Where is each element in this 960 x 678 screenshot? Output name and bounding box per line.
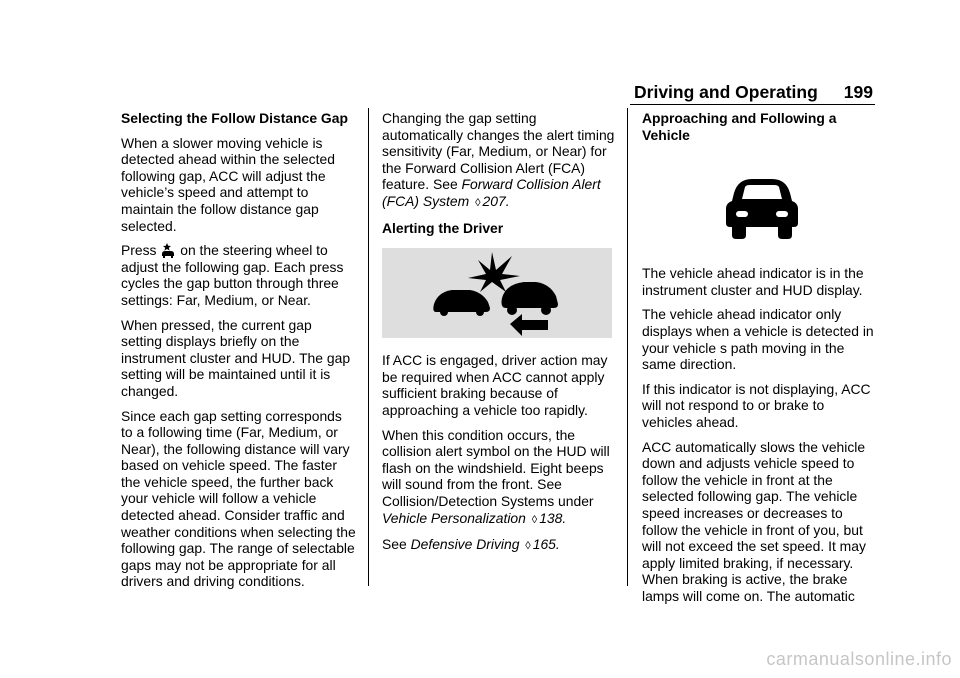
page-reference[interactable]: 138 [539,509,563,526]
heading-follow-distance-gap: Selecting the Follow Distance Gap [121,110,348,126]
paragraph: If ACC is engaged, driver action may be required when ACC cannot apply sufficient braking because of approaching a vehicle too rapidly. [382,352,608,418]
paragraph: ACC automatically slows the vehicle down and adjusts vehicle speed to follow the vehicle in front at the selected following gap. The vehicle speed increases or decreases to follow the vehicle in front of you, but will not exceed the set speed. It may apply limited braking, if necessary. When braking is active, the brake lamps will come on. The automatic [642,438,866,604]
paragraph: Changing the gap setting automatically changes the alert timing sensitivity (Far, Medium, or Near) for the Forward Collision Alert (FCA) feature. See Forward Collision Alert (FCA) System ◊ 207. [382,110,616,212]
paragraph: When this condition occurs, the collision alert symbol on the HUD will flash on the windshield. Eight beeps will sound from the front. See Collision/Detection Systems under Vehicle Personalization ◊ 138. [382,427,616,529]
cross-reference-link[interactable]: Forward Collision Alert (FCA) System [382,176,601,209]
column-1 [121,110,356,598]
page-reference-icon: ◊ [525,540,531,553]
collision-alert-icon [382,248,612,338]
column-divider [368,108,369,586]
paragraph: When a slower moving vehicle is detected ahead within the selected following gap, ACC will adjust the vehicle’s speed and attempt to maintain the follow distance gap selected. [121,134,335,234]
collision-alert-illustration [382,248,612,338]
paragraph [121,242,356,308]
column-divider [627,108,628,586]
cross-reference-link[interactable]: Defensive Driving [410,536,520,553]
heading-alerting-driver: Alerting the Driver [382,219,504,236]
vehicle-ahead-icon [642,173,876,243]
paragraph: If this indicator is not displaying, ACC will not respond to or brake to vehicles ahead. [642,380,871,430]
page-reference-icon: ◊ [531,513,538,526]
cross-reference-link[interactable]: Vehicle Personalization [382,509,526,526]
vehicle-ahead-illustration [642,173,876,243]
page-number: 199 [843,82,873,102]
follow-distance-gap-icon [160,242,176,258]
page-reference[interactable]: 165 [532,536,556,553]
page-header [0,80,873,104]
watermark: carmanualsonline.info [766,649,952,669]
paragraph: The vehicle ahead indicator only displays when a vehicle is detected in your vehicle s path moving in the same direction. [642,306,874,373]
text: Changing the gap setting automatically changes the alert timing sensitivity (Far, Medium, or Near) for the Forward Collision Alert (FCA) feature. See [382,110,615,193]
header-rule [630,104,875,105]
paragraph: When pressed, the current gap setting displays briefly on the instrument cluster and HUD. The gap setting will be maintained until it is changed. [121,316,351,399]
text: When this condition occurs, the collision alert symbol on the HUD will flash on the windshield. Eight beeps will sound from the front. See Collision/Detection Systems under [382,426,610,509]
paragraph: Since each gap setting corresponds to a following time (Far, Medium, or Near), the following distance will vary based on vehicle speed. The faster the vehicle speed, the further back your vehicle will follow a vehicle detected ahead. Consider traffic and weather conditions when selecting the following gap. The range of selectable gaps may not be appropriate for all drivers and driving conditions. [121,407,356,590]
section-title: Driving and Operating [634,82,818,102]
paragraph: The vehicle ahead indicator is in the instrument cluster and HUD display. [642,265,864,298]
text: Press [121,242,157,259]
page-reference-icon: ◊ [475,196,481,209]
column-2 [382,110,616,563]
column-3 [642,110,876,612]
heading-approaching-vehicle: Approaching and Following a Vehicle [642,110,837,143]
text: on the steering wheel to adjust the following gap. Each press cycles the gap button through three settings: Far, Medium, or Near. [121,242,344,308]
text: See [382,536,411,553]
page-reference[interactable]: 207 [482,192,506,209]
paragraph: See Defensive Driving ◊ 165. [382,536,616,555]
